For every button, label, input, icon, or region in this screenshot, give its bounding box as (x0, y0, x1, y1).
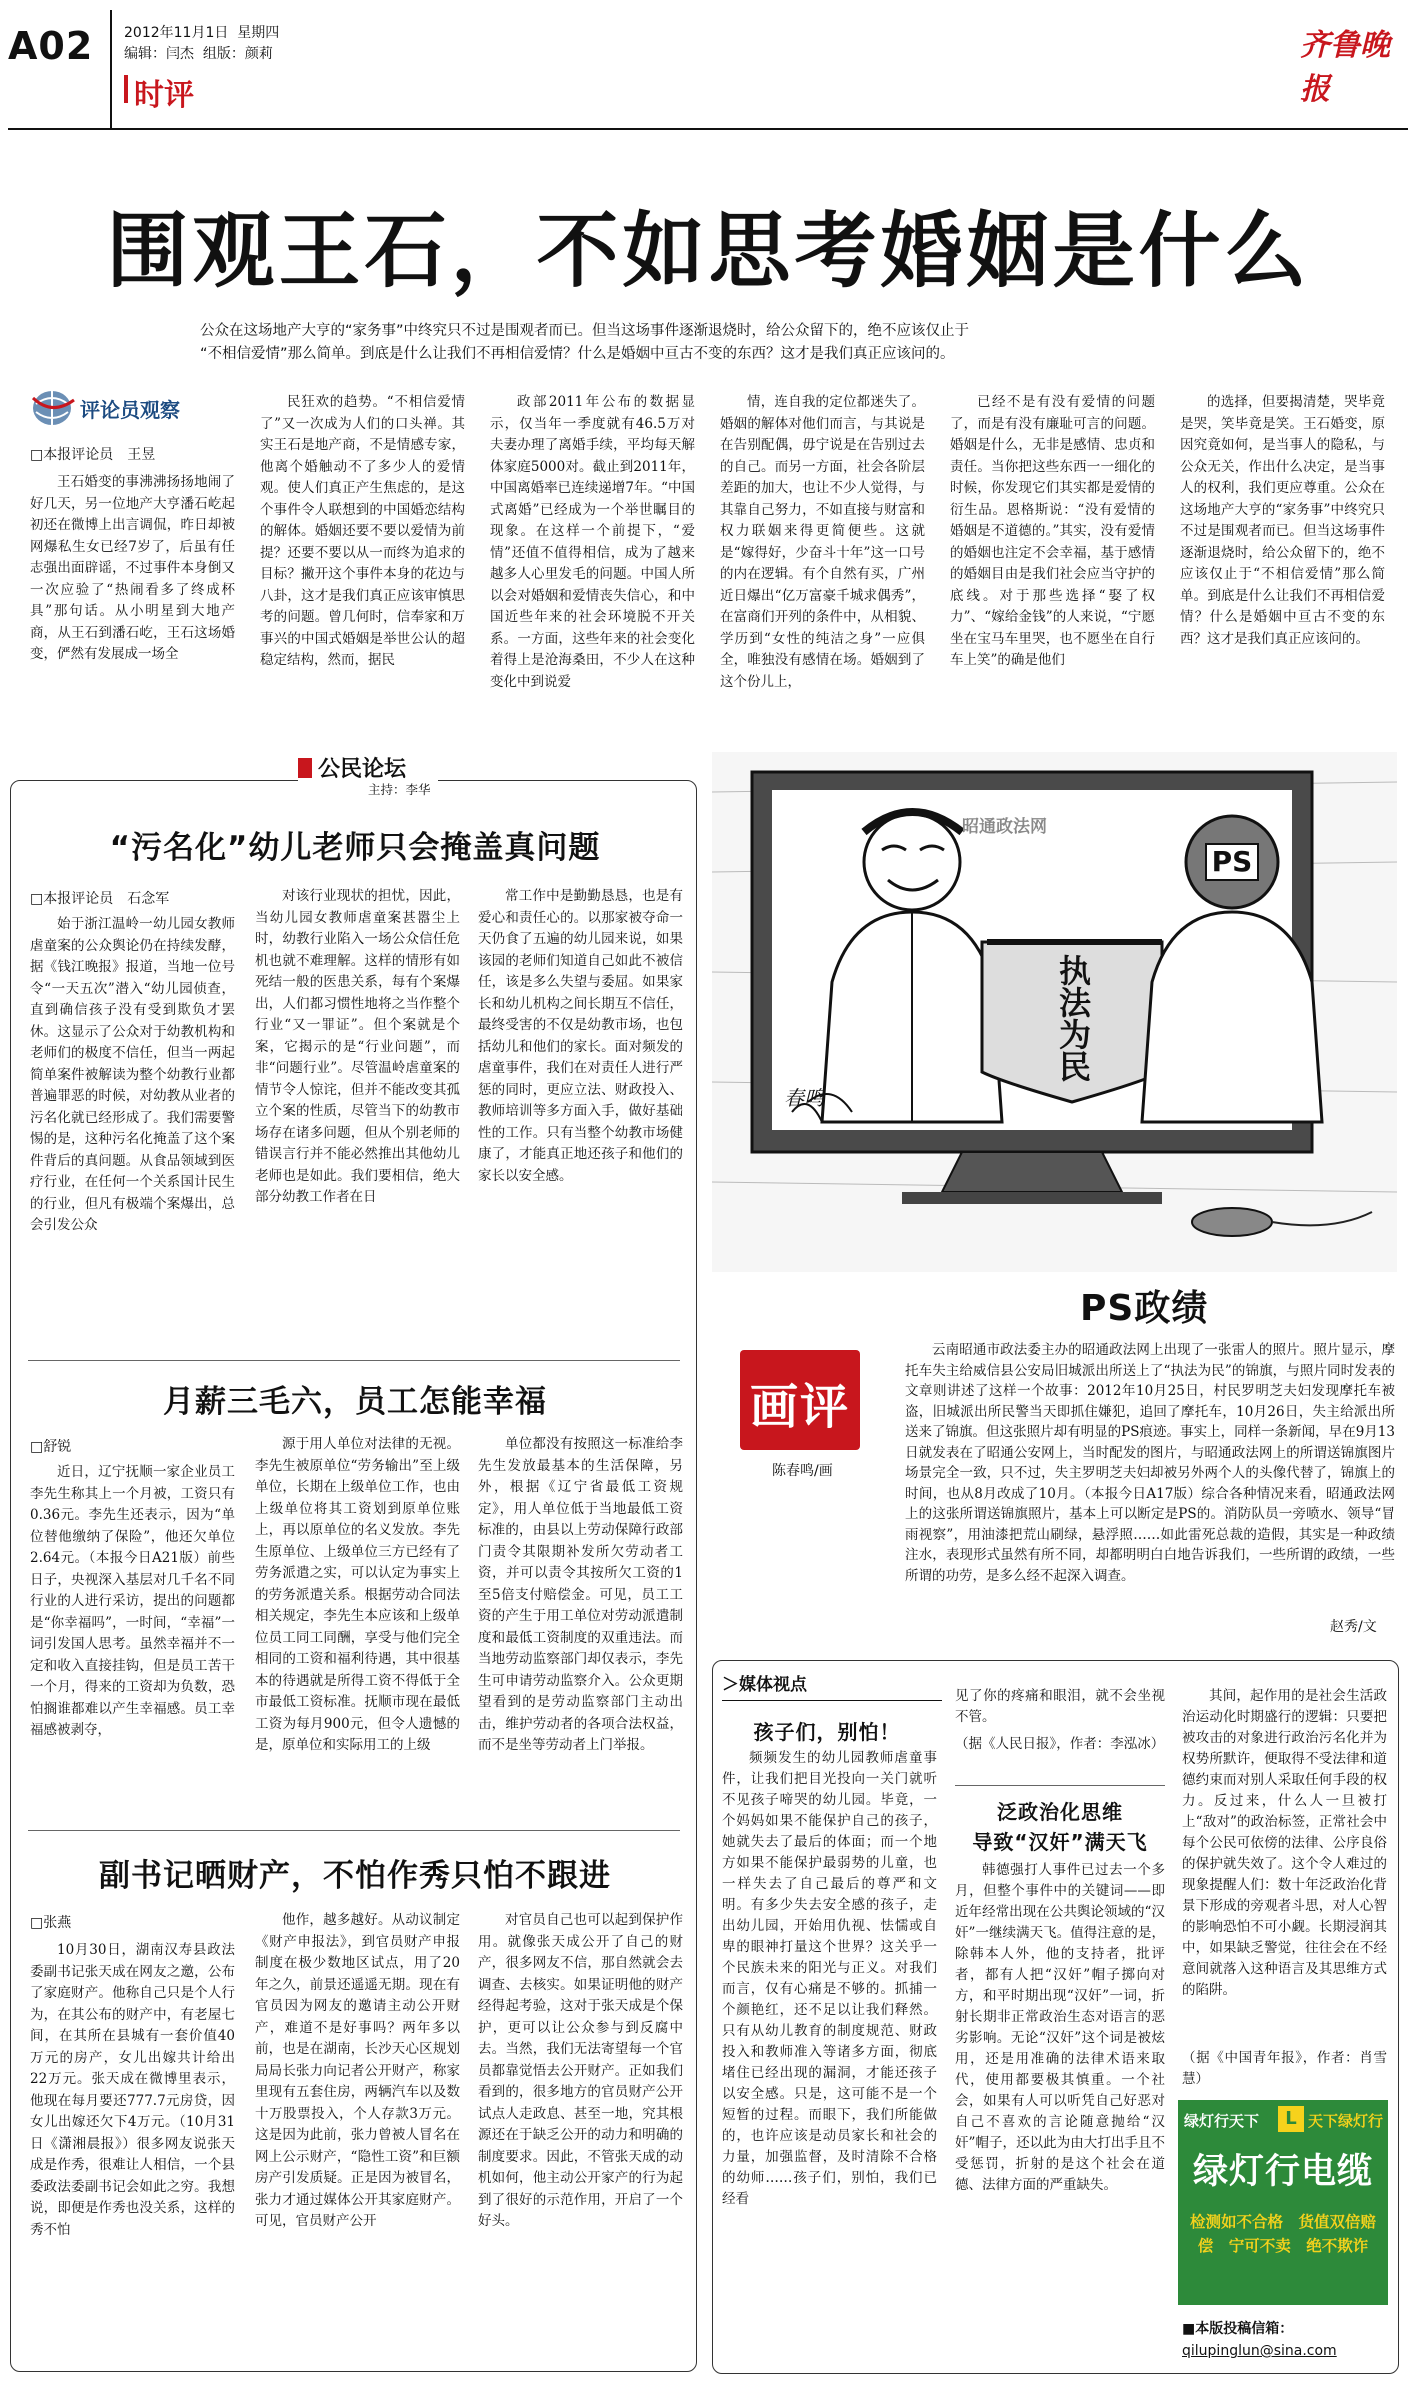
media-a1-tail (955, 1686, 1165, 1730)
forum-a3-byline: □张燕 (30, 1915, 72, 1931)
globe-icon (30, 388, 76, 428)
forum-divider-1 (28, 1360, 680, 1361)
section-red-bar (124, 75, 128, 103)
forum-a3-paragraph-2: 他作，越多越好。从动议制定《财产申报法》，到官员财产申报制度在极少数地区试点，用了20年之久，前景还遥遥无期。现在有官员因为网友的邀请主动公开财产，难道不是好事吗？两年多以前，也是在湖南，长沙天心区规划局局长张力向记者公开财产，称家里现有五套住房，两辆汽车以及数十万股票投入，个人存款3万元。这是因为此前，张力曾被人冒名在网上公示财产，“隐性工资”和巨额房产引发质疑。正是因为被冒名，张力才通过媒体公开其家庭财产。可见，官员财产公开 (255, 1912, 460, 2229)
media-a2-subtitle: 导致“汉奸”满天飞 (972, 1830, 1148, 1854)
forum-a3-title: 副书记晒财产，不怕作秀只怕不跟进 (99, 1858, 611, 1894)
forum-a1-paragraph-2: 对该行业现状的担忧，因此，当幼儿园女教师虐童案甚嚣尘上时，幼教行业陷入一场公众信任危机也就不难理解。这样的情形有如死结一般的医患关系，每有个案爆出，人们都习惯性地将之当作整个行业“又一罪证”。但个案就是个案，它揭示的是“行业问题”，而非“问题行业”。尽管温岭虐童案的情节令人惊诧，但并不能改变其孤立个案的性质，尽管当下的幼教市场存在诸多问题，但从个别老师的错误言行并不能必然推出其他幼儿老师也是如此。我们要相信，绝大部分幼教工作者在日 (255, 888, 460, 1205)
lead-paragraph-3: 政部2011年公布的数据显示，仅当年一季度就有46.5万对夫妻办理了离婚手续，平均每天解体家庭5000对。截止到2011年，中国离婚率已连续递增7年。“中国式离婚”已经成为一个举世瞩目的现象。在这样一个前提下，“爱情”还值不值得相信，成为了越来越多人心里发毛的问题。中国人所以会对婚姻和爱情丧失信心，和中国近些年来的社会环境脱不开关系。一方面，这些年来的社会变化着得上是沧海桑田，不少人在这种变化中到说爱 (490, 394, 695, 690)
forum-a2-byline: □舒锐 (30, 1439, 72, 1455)
forum-a1-paragraph-1: 始于浙江温岭一幼儿园女教师虐童案的公众舆论仍在持续发酵，据《钱江晚报》报道，当地一位号令“一天五次”潜入“幼儿园侦查，直到确信孩子没有受到欺负才罢休。这显示了公众对于幼教机构和老师们的极度不信任，但当一两起简单案件被解读为整个幼教行业都普遍罪恶的时候，对幼教从业者的污名化就已经形成了。我们需要警惕的是，这种污名化掩盖了这个案件背后的真问题。从食品领域到医疗行业，在任何一个关系国计民生的行业，但凡有极端个案爆出，总会引发公众 (30, 916, 235, 1233)
submission-info (1182, 2318, 1387, 2362)
header-rule (8, 128, 1408, 130)
cartoon-paragraph: 云南昭通市政法委主办的昭通政法网上出现了一张雷人的照片。照片显示，摩托车失主给威信县公安局旧城派出所送上了“执法为民”的锦旗，与照片同时发表的文章则讲述了这样一个故事：2012年10月25日，村民罗明芝夫妇发现摩托车被盗，旧城派出所民警当天即抓住嫌犯，追回了摩托车，10月26日，失主给派出所送来了锦旗。但这张照片却有明显的PS痕迹。事实上，同样一条新闻，早在9月13日就发表在了昭通公安网上，当时配发的图片，与昭通政法网上的所谓送锦旗图片场景完全一致，只不过，失主罗明芝夫妇却被另外两个人的头像代替了，锦旗上的时间，也从8月改成了10月。（本报今日A17版）综合各种情况来看，昭通政法网上的这张所谓送锦旗照片，基本上可以断定是PS的。消防队员一旁喷水、领导“冒雨视察”，用油漆把荒山刷绿，悬浮照……如此雷死总裁的造假，其实是一种政绩注水，表现形式虽然有所不同，却都明明白白地告诉我们，一些所谓的政绩，一些所谓的功劳，是多么经不起深入调查。 (905, 1342, 1395, 1584)
media-a3-paragraph: 其间，起作用的是社会生活政治运动化时期盛行的逻辑：只要把被攻击的对象进行政治污名化并为权势所默许，便取得不受法律和道德约束而对别人采取任何手段的权力。反过来，什么人一旦被打上“敌对”的政治标签，正常社会中每个公民可依傍的法律、公序良俗的保护就失效了。这个令人难过的现象提醒人们：数十年泛政治化背景下形成的旁观者斗思，对人心智的影响恐怕不可小觑。长期浸润其中，如果缺乏警觉，往往会在不经意间就落入这种语言及其思维方式的陷阱。 (1182, 1688, 1387, 1998)
media-a2-title: 泛政治化思维 (997, 1800, 1123, 1824)
media-a1-source-text: （据《人民日报》，作者：李泓冰） (955, 1736, 1165, 1752)
ad-left-slogan: 绿灯行天下 (1184, 2112, 1260, 2130)
forum-a2-title: 月薪三毛六，员工怎能幸福 (163, 1384, 547, 1420)
cartoon-tag-label: 画评 (749, 1379, 850, 1435)
forum-a3-paragraph-1: 10月30日，湖南汉寿县政法委副书记张天成在网友之邀，公布了家庭财产。他称自己只是个人行为，在其公布的财产中，有老屋七间，在其所在县城有一套价值40万元的房产，女儿出嫁共计给出22万元。张天成在微博里表示，他现在每月要还777.7元房贷，因女儿出嫁还欠下4万元。（10月31日《潇湘晨报》）很多网友说张天成是作秀，很难让人相信，一个县委政法委副书记会如此之穷。我想说，即便是作秀也没关系，这样的秀不怕 (30, 1942, 235, 2238)
forum-tag-label: 公民论坛 (318, 757, 407, 782)
forum-a3-col-2 (255, 1910, 460, 2360)
forum-a1-paragraph-3: 常工作中是勤勤恳恳，也是有爱心和责任心的。以那家被夺命一天仍食了五遍的幼儿园来说，如果该园的老师们知道自己如此不被信任，该是多么失望与委屈。如果家长和幼儿机构之间长期互不信任，最终受害的不仅是幼教市场，也包括幼儿和他们的家长。面对频发的虐童事件，我们在对责任人进行严惩的同时，更应立法、财政投入、教师培训等多方面入手，做好基础性的工作。只有当整个幼教市场健康了，才能真正地还孩子和他们的家长以安全感。 (478, 888, 683, 1184)
submission-email[interactable]: qilupinglun@sina.com (1182, 2343, 1337, 2359)
lead-col-4 (720, 392, 925, 734)
issue-date (124, 22, 279, 42)
lead-col-2 (260, 392, 465, 734)
media-tag: ＞媒体视点 (722, 1670, 942, 1701)
forum-a3-col-3 (478, 1910, 683, 2360)
lead-col-6 (1180, 392, 1385, 734)
cartoon-text (905, 1340, 1395, 1630)
cartoon-credit: 陈春鸣/画 (772, 1463, 833, 1479)
lead-col-3 (490, 392, 695, 712)
forum-a1-title: “污名化”幼儿老师只会掩盖真问题 (109, 830, 601, 866)
editor: 编辑：闫杰 (124, 46, 194, 62)
submission-label: ■本版投稿信箱： (1182, 2321, 1294, 2337)
forum-a1-col-2 (255, 886, 460, 1354)
forum-divider-2 (28, 1830, 680, 1831)
cartoon-author: 赵秀/文 (1330, 1619, 1377, 1635)
weekday: 星期四 (237, 25, 280, 41)
forum-a1-col-3 (478, 886, 683, 1354)
lead-subtitle-line-1: 公众在这场地产大亨的“家务事”中终究只不过是围观者而已。但当这场事件逐渐退烧时，给公众留下的，绝不应该仅止于 (200, 323, 970, 339)
forum-a2-col-2 (255, 1434, 460, 1820)
layout-editor: 组版：颜莉 (202, 46, 273, 62)
ad-right-slogan: 天下绿灯行 (1308, 2112, 1384, 2130)
lead-subtitle (200, 320, 1230, 366)
lead-col-5 (950, 392, 1155, 734)
forum-a2-paragraph-2: 源于用人单位对法律的无视。李先生被原单位“劳务输出”至上级单位，长期在上级单位工作，也由上级单位将其工资划到原单位账上，再以原单位的名义发放。李先生原单位、上级单位三方已经有了劳务派遣之实，可以认定为事实上的劳务派遣关系。根据劳动合同法相关规定，李先生本应该和上级单位员工同工同酬，享受与他们完全相同的工资和福利待遇，其中很基本的待遇就是所得工资不得低于全市最低工资标准。抚顺市现在最低工资为每月900元，但令人遗憾的是，原单位和实际用工的上级 (255, 1436, 460, 1753)
ad-logo: L (1278, 2106, 1304, 2132)
lead-paragraph-5: 已经不是有没有爱情的问题了，而是有没有廉耻可言的问题。婚姻是什么，无非是感情、忠贞和责任。当你把这些东西一一细化的时候，你发现它们其实都是爱情的衍生品。恩格斯说：“没有爱情的婚姻是不道德的。”其实，没有爱情的婚姻也注定不会幸福，基于感情的婚姻目由是我们社会应当守护的底线。对于那些选择“娶了权力”、“嫁给金钱”的人来说，“宁愿坐在宝马车里哭，也不愿坐在自行车上笑”的确是他们 (950, 394, 1155, 668)
media-a1-col (722, 1748, 937, 2360)
media-a1-paragraph: 频频发生的幼儿园教师虐童事件，让我们把目光投向一关门就听不见孩子啼哭的幼儿园。毕竟，一个妈妈如果不能保护自己的孩子，她就失去了最后的体面；而一个地方如果不能保护最弱势的儿童，也一样失去了自己最后的尊严和文明。有多少失去安全感的孩子，走出幼儿园，开始用仇视、怯懦或自卑的眼神打量这个世界？这关乎一个民族未来的阳光与正义。对我们而言，仅有心痛是不够的。抓捕一个颜艳红，还不足以让我们释然。只有从幼儿教育的制度规范、财政投入和教师准入等诸多方面，彻底堵住已经出现的漏洞，才能还孩子以安全感。只是，这可能不是一个短暂的过程。而眼下，我们所能做的，也许应该是动员家长和社会的力量，加强监督，及时清除不合格的幼师……孩子们，别怕，我们已经看 (722, 1750, 937, 2207)
lead-title: 围观王石，不如思考婚姻是什么 (106, 204, 1311, 299)
cartoon-title: PS政绩 (1080, 1288, 1209, 1329)
cartoon-banner-text: 执法为民 (1054, 954, 1092, 1082)
forum-a1-byline: □本报评论员 石念军 (30, 891, 170, 907)
media-a3-col (1182, 1686, 1387, 2042)
lead-paragraph-4: 情，连自我的定位都迷失了。婚姻的解体对他们而言，与其说是在告别配偶，毋宁说是在告别过去的自己。而另一方面，社会各阶层差距的加大，也让不少人觉得，与其靠自己努力，不如直接与财富和权力联姻来得更简便些。这就是“嫁得好，少奋斗十年”这一口号的内在逻辑。有个自然有买，广州近日爆出“亿万富豪千城求偶秀”，在富商们开列的条件中，从相貌、学历到“女性的纯洁之身”一应俱全，唯独没有感情在场。婚姻到了这个份儿上， (720, 394, 925, 690)
lead-byline: □本报评论员 王昱 (30, 447, 156, 463)
media-a3-source-text: （据《中国青年报》，作者：肖雪慧） (1182, 2050, 1387, 2087)
media-a2-col (955, 1860, 1165, 2360)
lead-subtitle-line-2: “不相信爱情”那么简单。到底是什么让我们不再相信爱情？什么是婚姻中亘古不变的东西？这才是我们真正应该问的。 (200, 346, 955, 362)
header-divider-vertical (110, 10, 112, 128)
section-title: 时评 (134, 78, 194, 113)
editor-credits (124, 43, 273, 63)
lead-col-1 (30, 472, 235, 734)
column-tag-label: 评论员观察 (80, 398, 180, 422)
forum-a2-col-3 (478, 1434, 683, 1820)
forum-tag-bar (298, 758, 312, 778)
page-number: A02 (8, 24, 94, 68)
ad-title: 绿灯行电缆 (1192, 2152, 1373, 2192)
media-a1-source (955, 1734, 1165, 1778)
forum-a3-col-1 (30, 1940, 235, 2360)
forum-a1-col-1 (30, 914, 235, 1354)
cartoon-illustration (712, 752, 1397, 1272)
lead-paragraph-1: 王石婚变的事沸沸扬扬地闹了好几天，另一位地产大亨潘石屹起初还在微博上出言调侃，昨日却被网爆私生女已经7岁了，后虽有任志强出面辟谣，不过事件本身倒又一次应验了“热闹看多了终成杯具”那句话。从小明星到大地产商，从王石到潘石屹，王石这场婚变，俨然有发展成一场全 (30, 474, 235, 662)
cartoon-tag (740, 1350, 860, 1450)
ad-banner (1178, 2100, 1388, 2305)
cartoon-signature: 春鸣 (784, 1086, 824, 1110)
column-tag (30, 388, 230, 428)
date: 2012年11月1日 (124, 25, 229, 41)
cartoon-ps-badge: PS (1211, 845, 1253, 878)
forum-a2-col-1 (30, 1462, 235, 1820)
forum-tag (298, 752, 438, 798)
forum-host: 主持：李华 (368, 782, 431, 797)
brand-logo: 齐鲁晚报 (1300, 28, 1390, 107)
lead-paragraph-2: 民狂欢的趋势。“不相信爱情了”又一次成为人们的口头禅。其实王石是地产商，不是情感专家，他离个婚触动不了多少人的爱情观。使人们真正产生焦虑的，是这个事件令人联想到的中国婚恋结构的解体。婚姻还要不要以爱情为前提？还要不要以从一而终为追求的目标？撇开这个事件本身的花边与八卦，这才是我们真正应该审慎思考的问题。曾几何时，信奉家和万事兴的中国式婚姻是举世公认的超稳定结构，然而，据民 (260, 394, 465, 668)
lead-paragraph-6: 的选择，但要揭清楚，哭毕竟是哭，笑毕竟是笑。王石婚变，原因究竟如何，是当事人的隐私，与公众无关，作出什么决定，是当事人的权利，我们更应尊重。公众在这场地产大亨的“家务事”中终究只不过是围观者而已。但当这场事件逐渐退烧时，给公众留下的，绝不应该仅止于“不相信爱情”那么简单。到底是什么让我们不再相信爱情？什么是婚姻中亘古不变的东西？这才是我们真正应该问的。 (1180, 394, 1385, 647)
forum-a3-paragraph-3: 对官员自己也可以起到保护作用。就像张天成公开了自己的财产，很多网友不信，那自然就会去调查、去核实。如果证明他的财产经得起考验，这对于张天成是个保护，更可以让公众参与到反腐中去。当然，我们无法寄望每一个官员都靠觉悟去公开财产。正如我们看到的，很多地方的官员财产公开试点人走政息、甚至一地，究其根源还在于缺乏公开的动力和明确的制度要求。因此，不管张天成的动机如何，他主动公开家产的行为起到了很好的示范作用，开启了一个好头。 (478, 1912, 683, 2229)
media-a2-paragraph: 韩德强打人事件已过去一个多月，但整个事件中的关键词——即近年经常出现在公共舆论领域的“汉奸”一继续满天飞。值得注意的是，除韩本人外，他的支持者，批评者，都有人把“汉奸”帽子掷向对方，和平时期出现“汉奸”一词，折射长期非正常政治生态对语言的恶劣影响。无论“汉奸”这个词是被炫用，还是用准确的法律术语来取代，使用都要极其慎重。一个社会，如果有人可以听凭自己好恶对自己不喜欢的言论随意抛给“汉奸”帽子，还以此为由大打出手且不受惩罚，折射的是这个社会在道德、法律方面的严重缺失。 (955, 1862, 1165, 2193)
media-a1-title: 孩子们，别怕！ (753, 1720, 901, 1744)
forum-a2-paragraph-3: 单位都没有按照这一标准给李先生发放最基本的生活保障，另外，根据《辽宁省最低工资规定》，用人单位低于当地最低工资标准的，由县以上劳动保障行政部门责令其限期补发所欠劳动者工资，并可以责令其按所欠工资的1至5倍支付赔偿金。可见，员工工资的产生于用工单位对劳动派遣制度和最低工资制度的双重违法。而当地劳动监察部门却仅表示，李先生可申请劳动监察介入。公众更期望看到的是劳动监察部门主动出击，维护劳动者的各项合法权益，而不是坐等劳动者上门举报。 (478, 1436, 683, 1753)
media-divider-1 (955, 1785, 1165, 1786)
media-a3-source (1182, 2048, 1387, 2092)
forum-a2-paragraph-1: 近日，辽宁抚顺一家企业员工李先生称其上一个月被，工资只有0.36元。李先生还表示，因为“单位替他缴纳了保险”，他还欠单位2.64元。（本报今日A21版）前些日子，央视深入基层对几千名不同行业的人进行采访，提出的问题都是“你幸福吗”，一时间，“幸福”一词引发国人思考。虽然幸福并不一定和收入直接挂钩，但是员工苦干一个月，得来的工资却为负数，恐怕搁谁都难以产生幸福感。员工幸福感被剥夺， (30, 1464, 235, 1738)
cartoon-watermark: 昭通政法网 (962, 817, 1047, 837)
ad-guarantee: 检测如不合格 货值双倍赔偿 宁可不卖 绝不欺诈 (1189, 2213, 1376, 2255)
media-a1-tail-text: 见了你的疼痛和眼泪，就不会坐视不管。 (955, 1688, 1165, 1725)
